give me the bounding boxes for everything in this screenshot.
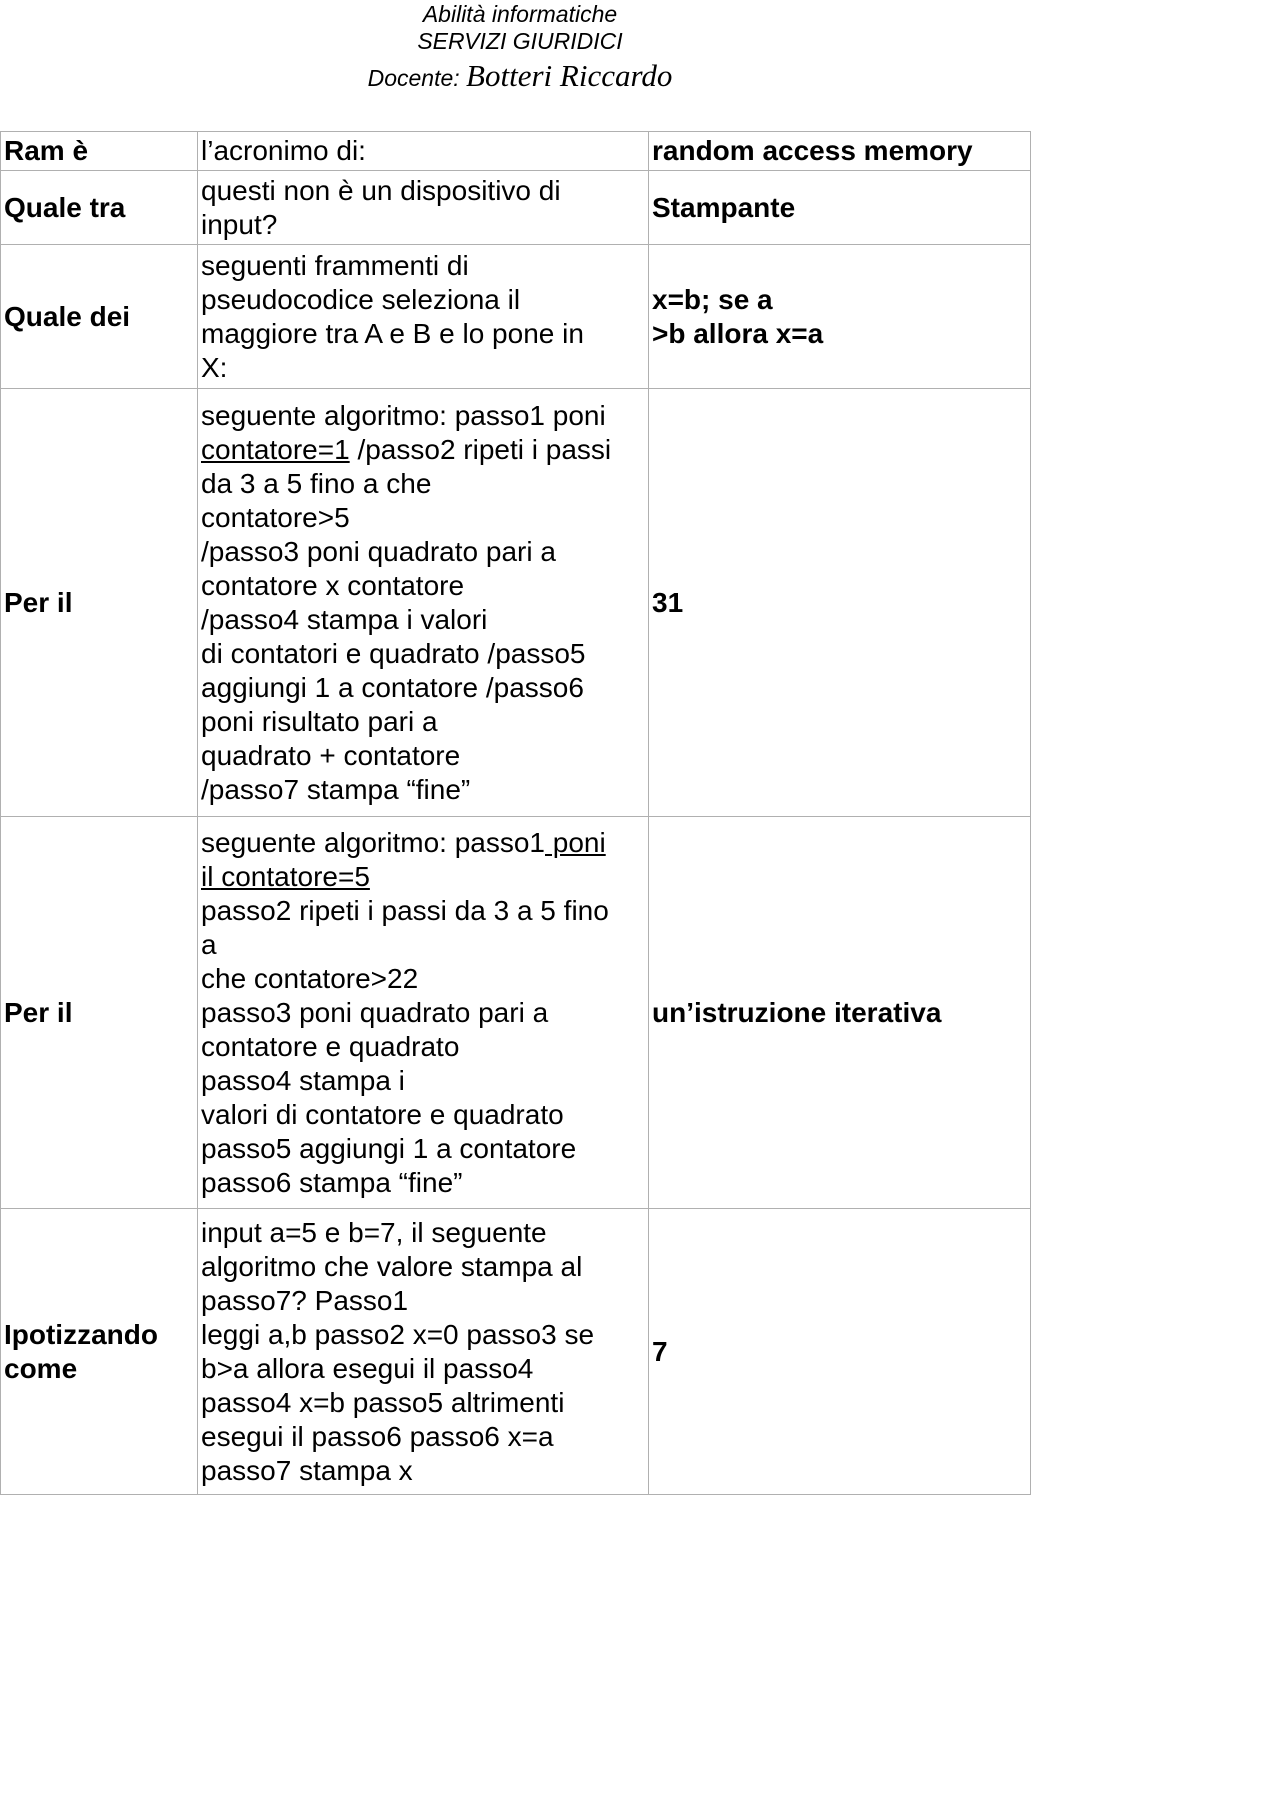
question-text: /passo4 stampa i valori [201,603,488,635]
question-text: contatore>5 [201,501,350,533]
question-cell [198,245,649,389]
table-row [1,171,1031,245]
question-text: passo6 stampa “fine” [201,1166,463,1198]
question-start-cell: Ipotizzando come [1,1209,198,1495]
question-text: contatore e quadrato [201,1030,460,1062]
question-line [201,1098,648,1132]
table-row [1,132,1031,171]
answer-cell: 7 [649,1209,1031,1495]
question-line [201,399,648,433]
question-line [201,928,648,962]
answer-cell: x=b; se a >b allora x=a [649,245,1031,389]
answer-cell: random access memory [649,132,1031,171]
question-line [201,1318,648,1352]
question-line [201,433,648,467]
question-line [201,283,648,317]
question-text: passo4 x=b passo5 altrimenti [201,1386,565,1418]
table-row [1,1209,1031,1495]
question-text: l’acronimo di: [201,135,366,166]
question-text: a [201,928,217,960]
question-line [201,249,648,283]
question-line [201,1420,648,1454]
question-text: X: [201,351,228,383]
question-text: di contatori e quadrato /passo5 [201,637,586,669]
question-cell [198,389,649,817]
question-text: /passo2 ripeti i passi [349,433,612,465]
underlined-text: contatore=1 [201,433,350,465]
question-text: aggiungi 1 a contatore /passo6 [201,671,584,703]
question-line [201,637,648,671]
question-text: input a=5 e b=7, il seguente [201,1216,547,1248]
question-start-cell: Ram è [1,132,198,171]
question-text: da 3 a 5 fino a che [201,467,432,499]
question-line [201,174,648,208]
question-line [201,894,648,928]
question-text: b>a allora esegui il passo4 [201,1352,534,1384]
question-text: questi non è un dispositivo di [201,174,561,206]
question-text: valori di contatore e quadrato [201,1098,564,1130]
question-text: contatore x contatore [201,569,465,601]
question-start-cell: Per il [1,389,198,817]
question-start-cell: Quale tra [1,171,198,245]
question-line [201,1132,648,1166]
question-start-cell: Per il [1,817,198,1209]
question-text: algoritmo che valore stampa al [201,1250,583,1282]
question-text: /passo7 stampa “fine” [201,773,471,805]
question-line [201,569,648,603]
question-text: input? [201,208,278,240]
teacher-name: Botteri Riccardo [466,58,673,93]
question-text: passo3 poni quadrato pari a [201,996,549,1028]
question-line [201,1030,648,1064]
question-text: pseudocodice seleziona il [201,283,521,315]
underlined-text: poni [545,826,606,858]
underlined-text: il contatore=5 [201,860,370,892]
question-text: che contatore>22 [201,962,419,994]
question-text: poni risultato pari a [201,705,438,737]
question-line [201,1454,648,1488]
question-text: seguenti frammenti di [201,249,469,281]
question-line [201,739,648,773]
course-title: SERVIZI GIURIDICI [417,28,623,54]
question-line [201,705,648,739]
question-text: passo2 ripeti i passi da 3 a 5 fino [201,894,609,926]
question-start-cell: Quale dei [1,245,198,389]
question-line [201,208,648,242]
table-row [1,817,1031,1209]
teacher-line [0,59,1040,95]
question-line [201,1386,648,1420]
subject-title: Abilità informatiche [422,1,618,27]
question-text: seguente algoritmo: passo1 poni [201,399,606,431]
question-text: passo7 stampa x [201,1454,413,1486]
question-line [201,351,648,385]
question-cell [198,1209,649,1495]
question-line [201,535,648,569]
document-header [0,0,1040,95]
table-row [1,389,1031,817]
table-row [1,245,1031,389]
question-line [201,134,648,168]
question-line [201,501,648,535]
question-line [201,1250,648,1284]
question-text: seguente algoritmo: passo1 [201,826,545,858]
question-line [201,467,648,501]
question-line [201,671,648,705]
question-line [201,317,648,351]
question-line [201,1216,648,1250]
question-line [201,1352,648,1386]
question-cell [198,132,649,171]
answer-cell: 31 [649,389,1031,817]
teacher-label: Docente: [367,65,460,91]
question-line [201,773,648,807]
question-text: passo5 aggiungi 1 a contatore [201,1132,577,1164]
question-line [201,1064,648,1098]
question-text: maggiore tra A e B e lo pone in [201,317,584,349]
question-text: passo7? Passo1 [201,1284,409,1316]
question-line [201,860,648,894]
question-text: passo4 stampa i [201,1064,405,1096]
question-text: leggi a,b passo2 x=0 passo3 se [201,1318,595,1350]
question-text: quadrato + contatore [201,739,461,771]
question-line [201,962,648,996]
question-text: /passo3 poni quadrato pari a [201,535,556,567]
question-line [201,603,648,637]
quiz-table [0,131,1031,1495]
question-cell [198,817,649,1209]
answer-cell: Stampante [649,171,1031,245]
question-line [201,996,648,1030]
question-line [201,826,648,860]
question-line [201,1284,648,1318]
answer-cell: un’istruzione iterativa [649,817,1031,1209]
question-cell [198,171,649,245]
question-text: esegui il passo6 passo6 x=a [201,1420,554,1452]
question-line [201,1166,648,1200]
